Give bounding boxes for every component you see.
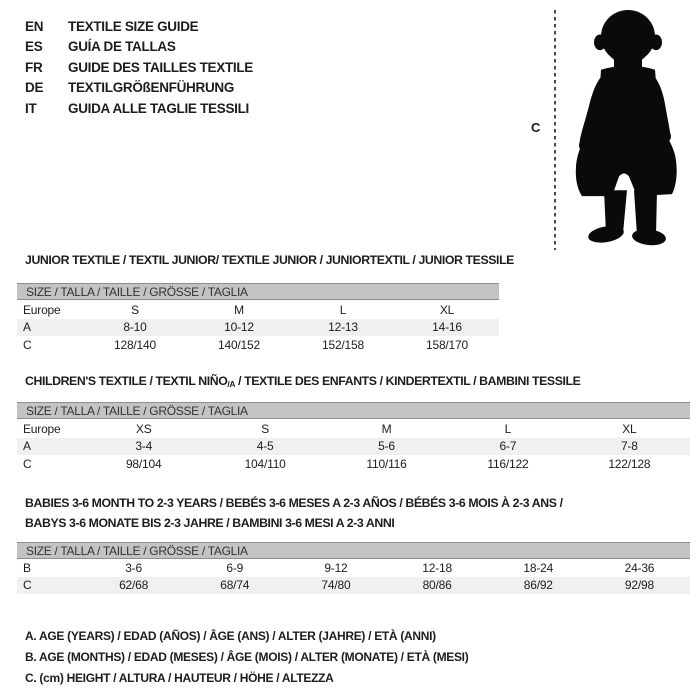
row-label: A	[23, 320, 31, 335]
table-row-height	[17, 577, 690, 595]
table-cell: 10-12	[224, 320, 254, 335]
size-header-cell: XL	[622, 421, 637, 436]
footnote-a: A. AGE (YEARS) / EDAD (AÑOS) / ÂGE (ANS) / ALTER (JAHRE) / ETÀ (ANNI)	[25, 629, 436, 643]
babies-size-table	[17, 559, 690, 594]
table-cell: 104/110	[244, 456, 286, 471]
table-cell: 80/86	[422, 578, 452, 593]
language-title: GUÍA DE TALLAS	[68, 39, 176, 55]
table-cell: 140/152	[218, 337, 260, 352]
size-header-cell: XS	[135, 421, 152, 436]
footnotes	[25, 629, 468, 692]
row-label: A	[23, 439, 31, 454]
children-size-table	[17, 420, 690, 473]
table-cell: 62/68	[119, 578, 149, 593]
table-cell: 3-4	[135, 439, 153, 454]
table-cell: 98/104	[125, 456, 162, 471]
table-cell: 24-36	[624, 560, 655, 575]
toddler-silhouette-icon	[564, 8, 694, 248]
table-cell: 9-12	[324, 560, 348, 575]
table-cell: 128/140	[114, 337, 156, 352]
table-row-age	[17, 319, 499, 337]
language-row-es	[25, 37, 253, 58]
table-cell: 12-13	[328, 320, 358, 335]
size-header-cell: S	[261, 421, 270, 436]
table-header-row	[17, 420, 690, 438]
size-header-cell: L	[504, 421, 512, 436]
table-cell: 5-6	[378, 439, 395, 454]
size-header-cell: L	[339, 302, 347, 317]
section-title-babies	[25, 493, 563, 533]
table-cell: 92/98	[624, 578, 654, 593]
language-title: GUIDA ALLE TAGLIE TESSILI	[68, 100, 249, 116]
language-row-fr	[25, 57, 253, 78]
size-header-bar-children	[17, 402, 690, 419]
language-code: EN	[25, 18, 44, 34]
junior-size-table	[17, 301, 499, 354]
language-title: GUIDE DES TAILLES TEXTILE	[68, 59, 254, 75]
size-header-bar-babies	[17, 542, 690, 559]
size-header-cell: S	[131, 302, 139, 317]
table-cell: 86/92	[523, 578, 553, 593]
size-header-label: SIZE / TALLA / TAILLE / GRÖSSE / TAGLIA	[26, 403, 248, 418]
height-dashed-line	[554, 10, 556, 250]
section-title-text: / TEXTILE DES ENFANTS / KINDERTEXTIL / BAMBINI TESSILE	[235, 374, 581, 388]
table-cell: 8-10	[123, 320, 147, 335]
table-cell: 6-9	[226, 560, 244, 575]
table-row-age	[17, 438, 690, 456]
row-label: Europe	[23, 302, 61, 317]
table-cell: 74/80	[321, 578, 351, 593]
table-cell: 110/116	[366, 456, 407, 471]
row-label: B	[23, 560, 31, 575]
row-label: C	[23, 578, 32, 593]
language-row-de	[25, 78, 253, 99]
height-measure-label: C	[531, 120, 541, 135]
table-cell: 14-16	[432, 320, 462, 335]
section-title-line2: BABYS 3-6 MONATE BIS 2-3 JAHRE / BAMBINI 3-6 MESI A 2-3 ANNI	[25, 516, 395, 530]
measurement-figure	[520, 4, 698, 252]
table-row-months	[17, 559, 690, 577]
row-label: C	[23, 337, 32, 352]
table-cell: 6-7	[499, 439, 517, 454]
table-cell: 152/158	[322, 337, 364, 352]
footnote-b: B. AGE (MONTHS) / EDAD (MESES) / ÂGE (MOIS) / ALTER (MONATE) / ETÀ (MESI)	[25, 650, 469, 664]
size-header-label: SIZE / TALLA / TAILLE / GRÖSSE / TAGLIA	[26, 543, 248, 558]
table-cell: 4-5	[256, 439, 274, 454]
language-title: TEXTILGRÖßENFÜHRUNG	[68, 80, 235, 96]
language-code: ES	[25, 39, 43, 55]
table-cell: 12-18	[422, 560, 452, 575]
row-label: C	[23, 456, 32, 471]
section-title-junior: JUNIOR TEXTILE / TEXTIL JUNIOR/ TEXTILE JUNIOR / JUNIORTEXTIL / JUNIOR TESSILE	[25, 253, 514, 267]
table-header-row	[17, 301, 499, 319]
table-cell: 7-8	[620, 439, 638, 454]
table-cell: 18-24	[523, 560, 554, 575]
section-title-children	[25, 371, 580, 394]
table-row-height	[17, 455, 690, 473]
language-code: IT	[25, 100, 37, 116]
table-cell: 3-6	[125, 560, 142, 575]
footnote-c: C. (cm) HEIGHT / ALTURA / HAUTEUR / HÖHE / ALTEZZA	[25, 671, 334, 685]
size-header-cell: M	[234, 302, 244, 317]
language-row-en	[25, 16, 253, 37]
table-row-height	[17, 336, 499, 354]
table-cell: 122/128	[608, 456, 651, 471]
size-header-bar-junior	[17, 283, 499, 300]
language-title: TEXTILE SIZE GUIDE	[68, 18, 199, 34]
table-cell: 158/170	[426, 337, 468, 352]
row-label: Europe	[23, 421, 61, 436]
language-row-it	[25, 98, 253, 119]
size-header-label: SIZE / TALLA / TAILLE / GRÖSSE / TAGLIA	[26, 284, 248, 299]
language-code: DE	[25, 80, 44, 96]
table-cell: 116/122	[487, 456, 529, 471]
size-header-cell: XL	[439, 302, 455, 317]
section-title-line1: BABIES 3-6 MONTH TO 2-3 YEARS / BEBÉS 3-6 MESES A 2-3 AÑOS / BÉBÉS 3-6 MOIS À 2-3 ANS /	[25, 496, 563, 510]
section-title-text: CHILDREN'S TEXTILE / TEXTIL NIÑO	[25, 374, 228, 388]
language-list	[25, 16, 253, 119]
title-subscript: /A	[227, 379, 236, 389]
table-cell: 68/74	[220, 578, 250, 593]
size-header-cell: M	[381, 421, 392, 436]
language-code: FR	[25, 59, 43, 75]
